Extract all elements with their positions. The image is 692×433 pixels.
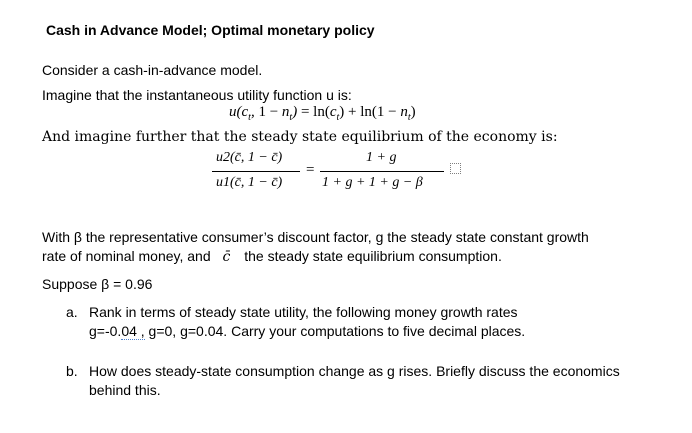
rhs-fraction: [320, 150, 446, 196]
definition-line-2-end: the steady state equilibrium consumption.: [244, 248, 502, 264]
question-b-marker: b.: [66, 363, 78, 379]
lhs-numerator: u2(c̄, 1 − c̄): [216, 150, 283, 165]
definition-line-2-start: rate of nominal money, and: [42, 248, 211, 264]
equation-placeholder-box: [450, 163, 461, 174]
question-a-line-1: Rank in terms of steady state utility, the following money growth rates: [89, 304, 518, 320]
utility-equation: $u(c_t$, $1 - n_t) = \ln(c_t) + \ln(1 - n_t)$: [229, 104, 416, 123]
utility-intro-text: Imagine that the instantaneous utility function u is:: [42, 87, 352, 103]
question-a-line-2-prefix: g=-0.: [89, 323, 122, 339]
definition-line-1: With β the representative consumer’s discount factor, g the steady state constant growth: [42, 229, 589, 245]
question-b-line-2: behind this.: [89, 382, 161, 398]
definition-line-2: [42, 248, 502, 265]
question-a-marker: a.: [66, 304, 78, 320]
rhs-numerator: 1 + g: [366, 150, 397, 165]
question-a-line-2: [89, 323, 525, 339]
rhs-denominator: 1 + g + 1 + g − β: [322, 175, 423, 190]
lhs-fraction-bar: [212, 171, 300, 172]
steady-state-intro-text: And imagine further that the steady state equilibrium of the economy is:: [42, 129, 558, 145]
lhs-fraction: [212, 150, 302, 196]
question-a-underlined-text: 04 ,: [121, 323, 145, 339]
question-a-line-2-suffix: g=0, g=0.04. Carry your computations to five decimal places.: [144, 323, 526, 339]
document-title: Cash in Advance Model; Optimal monetary policy: [46, 22, 375, 38]
intro-text: Consider a cash-in-advance model.: [42, 62, 263, 78]
lhs-denominator: u1(c̄, 1 − c̄): [216, 175, 283, 190]
rhs-fraction-bar: [320, 171, 444, 172]
suppose-text: Suppose β = 0.96: [42, 276, 153, 292]
question-b-line-1: How does steady-state consumption change as g rises. Briefly discuss the economics: [89, 363, 620, 379]
c-bar-symbol: c̄: [222, 249, 231, 265]
equals-sign: =: [306, 162, 315, 178]
